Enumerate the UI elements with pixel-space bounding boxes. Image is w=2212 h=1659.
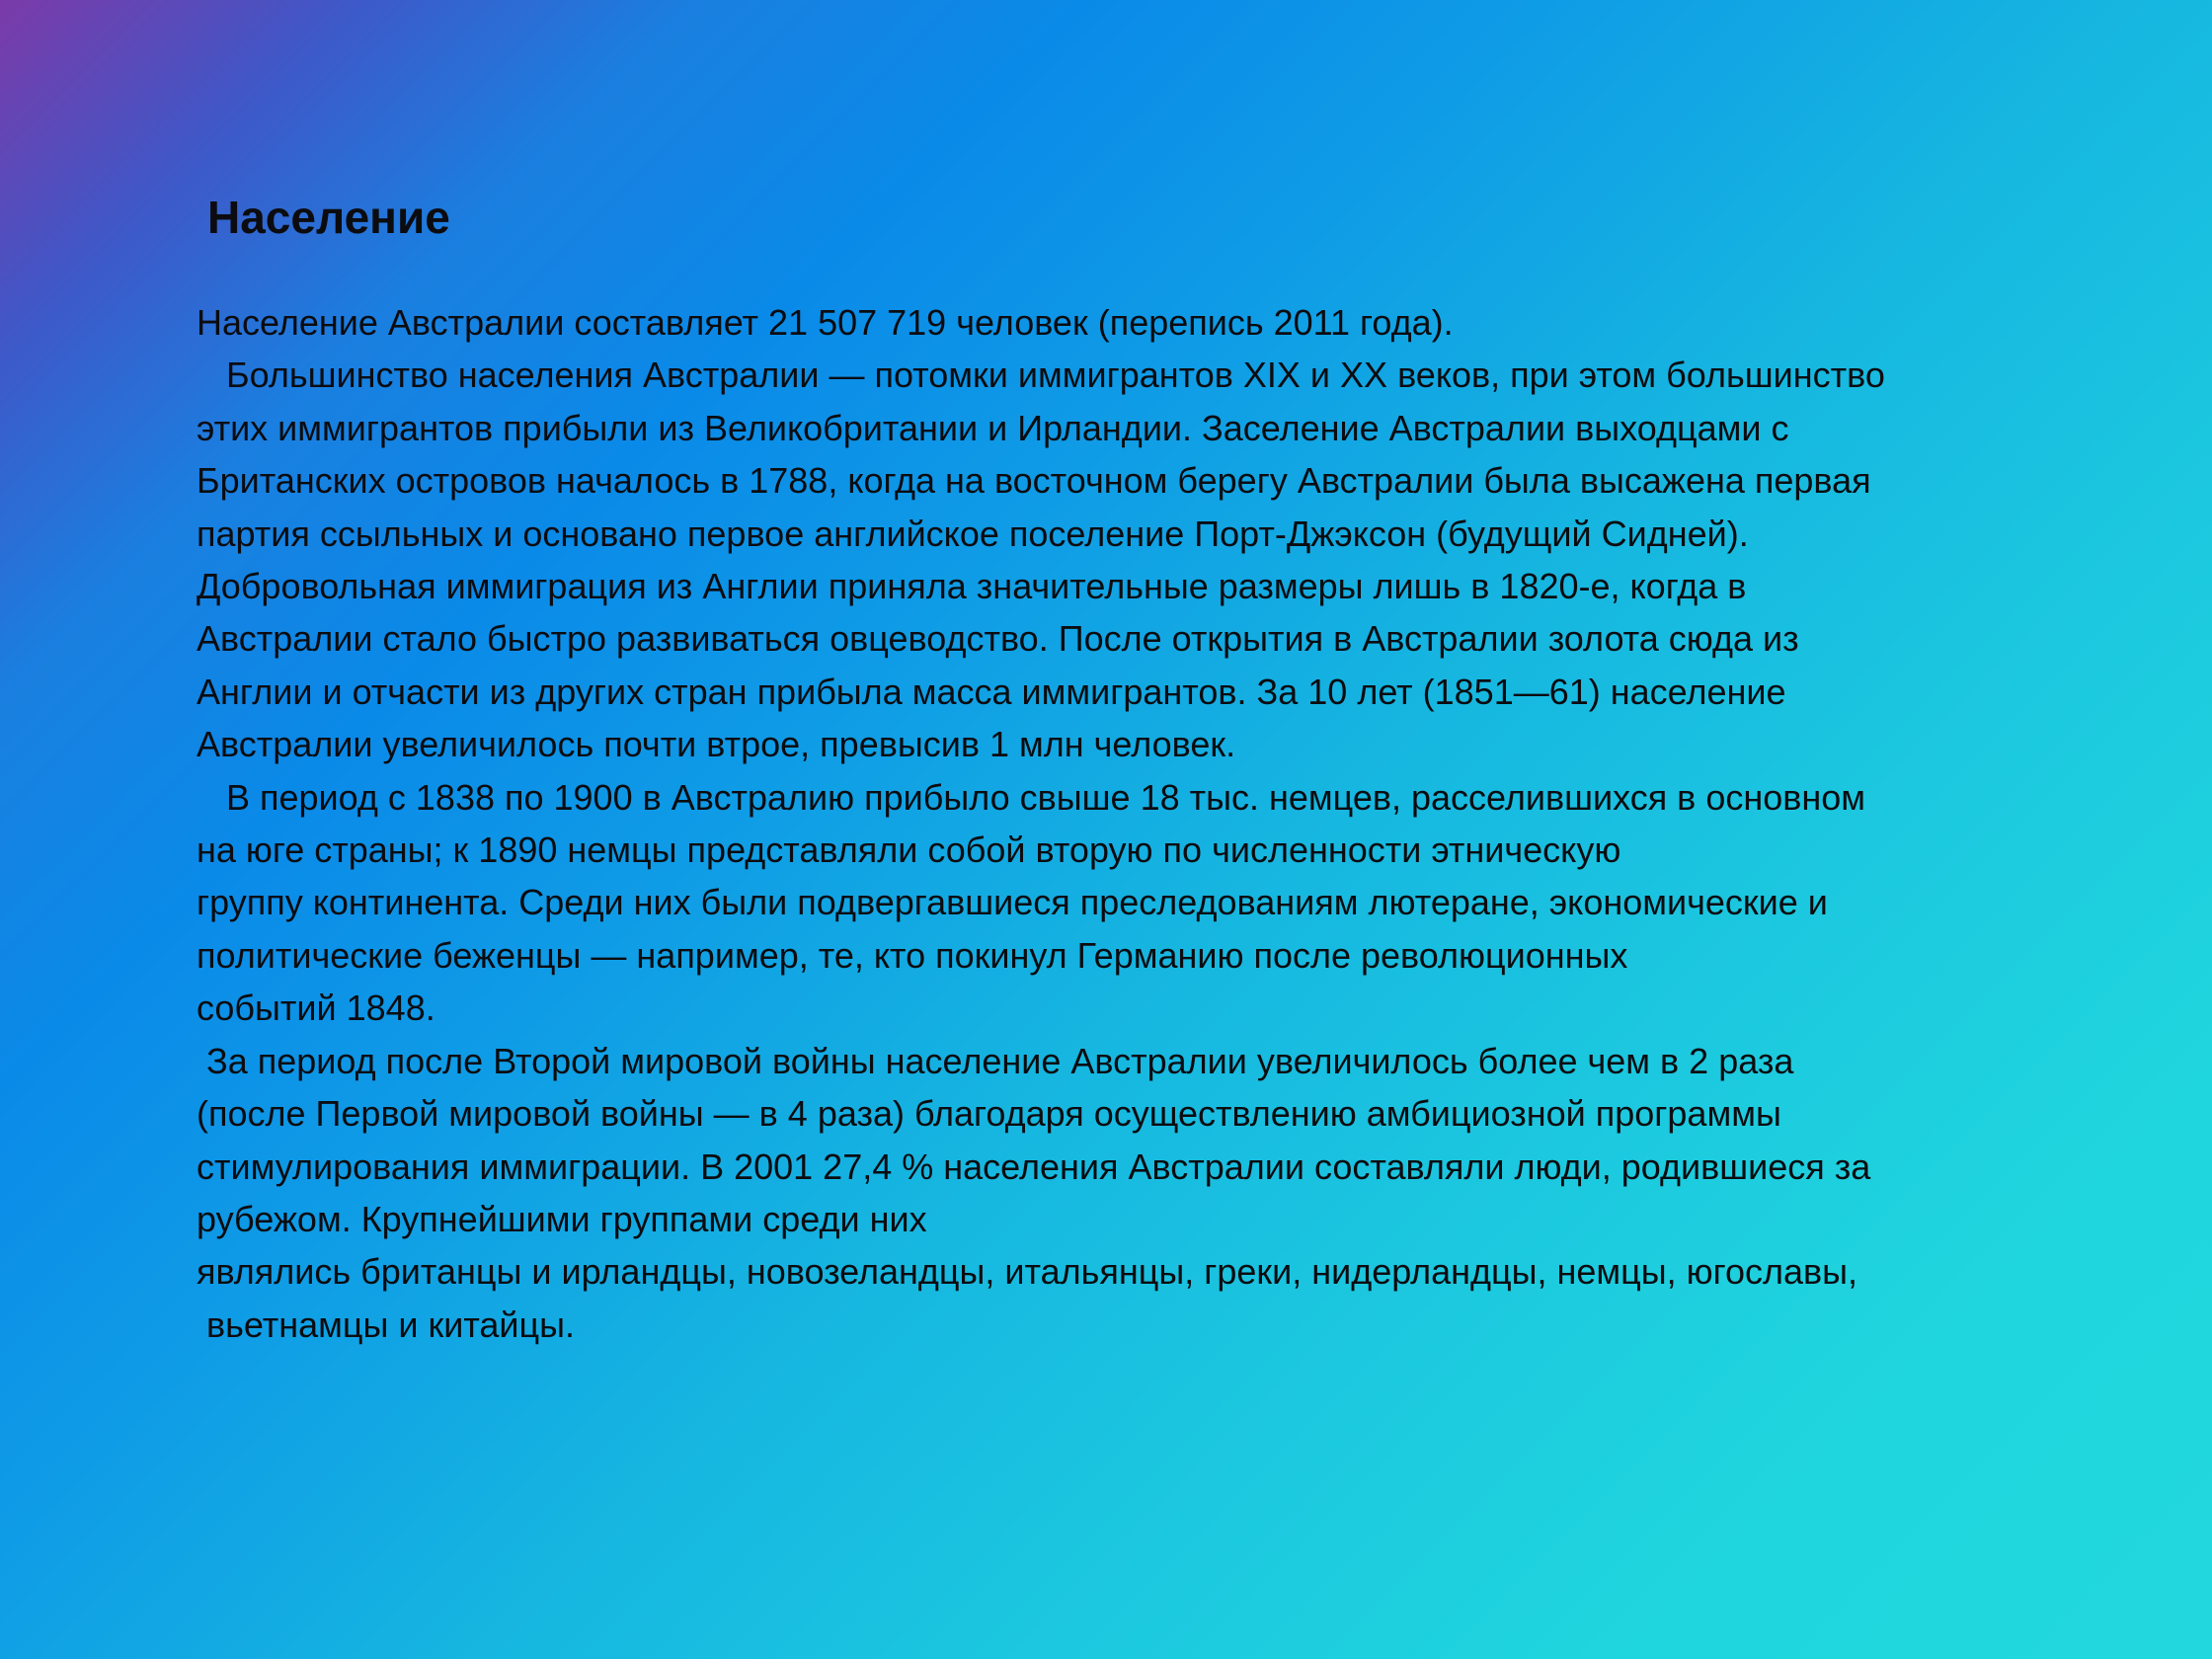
body-line: Австралии стало быстро развиваться овцеводство. После открытия в Австралии золота сюда из xyxy=(197,618,1799,660)
body-line: Британских островов началось в 1788, когда на восточном берегу Австралии была высажена первая xyxy=(197,460,1871,502)
body-line: Австралии увеличилось почти втрое, превысив 1 млн человек. xyxy=(197,724,1236,765)
body-line: (после Первой мировой войны — в 4 раза) благодаря осуществлению амбициозной программы xyxy=(197,1093,1781,1135)
body-line: В период с 1838 по 1900 в Австралию прибыло свыше 18 тыс. немцев, расселившихся в основном xyxy=(197,776,1866,818)
body-line: стимулирования иммиграции. В 2001 27,4 % населения Австралии составляли люди, родившиеся за xyxy=(197,1146,1871,1187)
body-line: партия ссыльных и основано первое английское поселение Порт-Джэксон (будущий Сидней). xyxy=(197,513,1749,554)
body-line: Население Австралии составляет 21 507 719 человек (перепись 2011 года). xyxy=(197,302,1454,343)
slide-body xyxy=(197,296,2132,1351)
body-line: вьетнамцы и китайцы. xyxy=(197,1304,576,1345)
body-line: на юге страны; к 1890 немцы представляли собой вторую по численности этническую xyxy=(197,830,1621,871)
body-line: этих иммигрантов прибыли из Великобритании и Ирландии. Заселение Австралии выходцами с xyxy=(197,407,1789,448)
body-line: Англии и отчасти из других стран прибыла масса иммигрантов. За 10 лет (1851—61) население xyxy=(197,671,1786,712)
slide-title: Население xyxy=(207,192,450,243)
body-line: являлись британцы и ирландцы, новозеландцы, итальянцы, греки, нидерландцы, немцы, югославы, xyxy=(197,1251,1858,1293)
body-line: событий 1848. xyxy=(197,988,435,1029)
body-line: группу континента. Среди них были подвергавшиеся преследованиям лютеране, экономические и xyxy=(197,882,1828,923)
body-line: Большинство населения Австралии — потомки иммигрантов XIX и XX веков, при этом большинство xyxy=(197,355,1885,396)
body-line: За период после Второй мировой войны население Австралии увеличилось более чем в 2 раза xyxy=(197,1040,1794,1081)
body-line: Добровольная иммиграция из Англии приняла значительные размеры лишь в 1820-е, когда в xyxy=(197,566,1747,607)
body-line: рубежом. Крупнейшими группами среди них xyxy=(197,1198,927,1239)
body-line: политические беженцы — например, те, кто покинул Германию после революционных xyxy=(197,934,1628,976)
